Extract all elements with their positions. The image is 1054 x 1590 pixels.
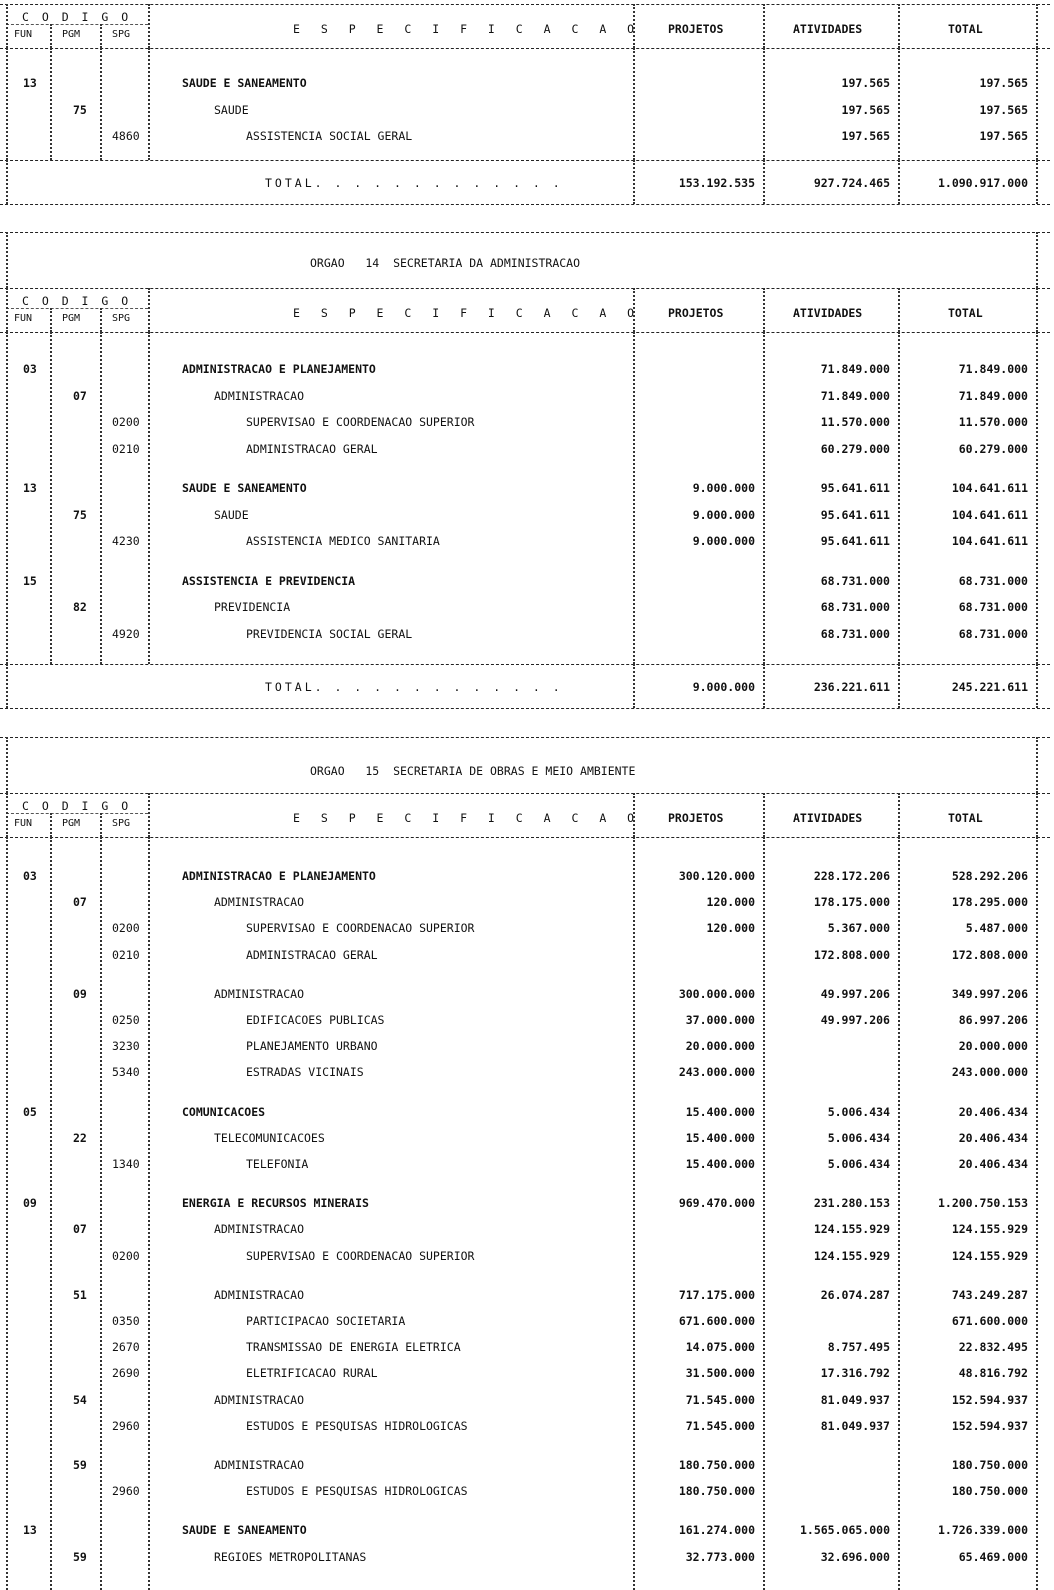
row-spg: 2670 (112, 1340, 140, 1355)
horizontal-rule (0, 232, 1050, 233)
column-rule (1036, 160, 1038, 204)
column-rule (50, 332, 52, 664)
row-projetos: 15.400.000 (685, 1157, 755, 1171)
row-total: 71.849.000 (958, 362, 1028, 376)
header-atividades: ATIVIDADES (793, 811, 863, 825)
row-atividades: 231.280.153 (813, 1196, 890, 1211)
column-rule (1036, 48, 1038, 160)
row-total: 528.292.206 (951, 869, 1028, 883)
row-total: 104.641.611 (951, 507, 1028, 522)
row-total: 104.641.611 (951, 534, 1028, 548)
column-rule (1036, 288, 1038, 332)
row-description: ASSISTENCIA MEDICO SANITARIA (246, 534, 440, 548)
row-atividades: 5.006.434 (827, 1104, 890, 1119)
column-rule (6, 4, 8, 48)
row-total: 124.155.929 (951, 1248, 1028, 1263)
horizontal-rule (0, 664, 1050, 665)
row-spg: 2960 (112, 1484, 140, 1499)
row-total: 5.487.000 (965, 921, 1028, 936)
row-description: ESTUDOS E PESQUISAS HIDROLOGICAS (246, 1418, 468, 1433)
row-fun: 15 (23, 573, 37, 588)
horizontal-rule (0, 288, 1050, 289)
row-atividades: 11.570.000 (820, 415, 890, 429)
column-rule (898, 793, 900, 837)
row-description: ADMINISTRACAO (214, 388, 305, 403)
column-rule (50, 813, 52, 837)
column-rule (763, 793, 765, 837)
row-total: 1.726.339.000 (937, 1523, 1028, 1538)
row-spg: 0200 (112, 921, 140, 936)
row-atividades: 1.565.065.000 (799, 1523, 890, 1538)
row-description: TRANSMISSAO DE ENERGIA ELETRICA (246, 1340, 461, 1355)
row-spg: 0200 (112, 1248, 140, 1263)
column-rule (898, 288, 900, 332)
column-rule (633, 664, 635, 708)
row-total: 172.808.000 (951, 947, 1028, 962)
header-codigo: C O D I G O (22, 10, 132, 24)
row-total: 11.570.000 (958, 415, 1028, 429)
row-spg: 1340 (112, 1157, 140, 1171)
header-especificacao: E S P E C I F I C A C A O (293, 22, 642, 36)
row-atividades: 49.997.206 (820, 986, 890, 1001)
row-atividades: 60.279.000 (820, 441, 890, 456)
row-description: SAUDE E SANEAMENTO (182, 1523, 307, 1538)
row-atividades: 5.006.434 (827, 1130, 890, 1145)
column-rule (1036, 793, 1038, 837)
row-pgm: 59 (73, 1549, 87, 1564)
column-rule (633, 4, 635, 48)
row-pgm: 07 (73, 388, 87, 403)
header-subrule (6, 308, 148, 309)
total-total: 245.221.611 (951, 680, 1028, 694)
row-description: PARTICIPACAO SOCIETARIA (246, 1314, 406, 1328)
total-label: TOTAL. . . . . . . . . . . . . (265, 176, 563, 190)
column-rule (6, 793, 8, 837)
row-description: TELEFONIA (246, 1157, 309, 1171)
row-total: 20.406.434 (958, 1157, 1028, 1171)
column-rule (148, 48, 150, 160)
row-fun: 03 (23, 869, 37, 883)
row-atividades: 8.757.495 (827, 1340, 890, 1355)
row-spg: 3230 (112, 1039, 140, 1054)
column-rule (50, 24, 52, 48)
row-spg: 0350 (112, 1314, 140, 1328)
column-rule (100, 813, 102, 837)
header-fun: FUN (14, 313, 33, 324)
row-description: SAUDE (214, 507, 249, 522)
row-pgm: 54 (73, 1392, 87, 1407)
row-pgm: 75 (73, 507, 87, 522)
column-rule (100, 332, 102, 664)
row-description: ADMINISTRACAO (214, 986, 305, 1001)
row-total: 20.406.434 (958, 1130, 1028, 1145)
column-rule (50, 48, 52, 160)
row-pgm: 75 (73, 102, 87, 117)
column-rule (148, 332, 150, 664)
row-atividades: 95.641.611 (820, 534, 890, 548)
row-projetos: 15.400.000 (685, 1104, 755, 1119)
row-projetos: 9.000.000 (692, 507, 755, 522)
column-rule (898, 48, 900, 160)
column-rule (633, 793, 635, 837)
row-total: 20.000.000 (958, 1039, 1028, 1054)
row-projetos: 71.545.000 (685, 1418, 755, 1433)
row-projetos: 37.000.000 (685, 1013, 755, 1027)
orgao-title: ORGAO 14 SECRETARIA DA ADMINISTRACAO (310, 256, 581, 270)
row-atividades: 17.316.792 (820, 1366, 890, 1381)
row-description: PREVIDENCIA (214, 600, 291, 614)
column-rule (1036, 737, 1038, 793)
row-description: SAUDE E SANEAMENTO (182, 481, 307, 495)
total-atividades: 927.724.465 (813, 176, 890, 190)
column-rule (763, 332, 765, 664)
column-rule (50, 837, 52, 1590)
header-codigo: C O D I G O (22, 294, 132, 308)
column-rule (898, 664, 900, 708)
header-subrule (6, 813, 148, 814)
row-total: 1.200.750.153 (937, 1196, 1028, 1211)
column-rule (763, 837, 765, 1590)
row-description: ASSISTENCIA SOCIAL GERAL (246, 129, 413, 143)
row-total: 197.565 (979, 102, 1028, 117)
header-atividades: ATIVIDADES (793, 22, 863, 36)
column-rule (6, 48, 8, 160)
row-pgm: 07 (73, 1222, 87, 1237)
row-projetos: 15.400.000 (685, 1130, 755, 1145)
row-pgm: 51 (73, 1287, 87, 1302)
column-rule (763, 48, 765, 160)
row-description: SUPERVISAO E COORDENACAO SUPERIOR (246, 1248, 475, 1263)
column-rule (6, 288, 8, 332)
row-atividades: 5.367.000 (827, 921, 890, 936)
total-total: 1.090.917.000 (937, 176, 1028, 190)
row-atividades: 68.731.000 (820, 600, 890, 614)
header-projetos: PROJETOS (668, 811, 724, 825)
row-projetos: 120.000 (706, 895, 755, 910)
header-projetos: PROJETOS (668, 306, 724, 320)
total-atividades: 236.221.611 (813, 680, 890, 694)
row-atividades: 197.565 (841, 102, 890, 117)
row-fun: 05 (23, 1104, 37, 1119)
row-projetos: 969.470.000 (678, 1196, 755, 1211)
row-atividades: 95.641.611 (820, 481, 890, 495)
horizontal-rule (0, 48, 1050, 49)
row-total: 124.155.929 (951, 1222, 1028, 1237)
row-total: 71.849.000 (958, 388, 1028, 403)
row-description: EDIFICACOES PUBLICAS (246, 1013, 385, 1027)
column-rule (763, 288, 765, 332)
row-projetos: 31.500.000 (685, 1366, 755, 1381)
total-projetos: 153.192.535 (678, 176, 755, 190)
header-spg: SPG (112, 818, 131, 829)
header-codigo: C O D I G O (22, 799, 132, 813)
row-fun: 13 (23, 1523, 37, 1538)
header-subrule (6, 24, 148, 25)
row-atividades: 26.074.287 (820, 1287, 890, 1302)
row-total: 60.279.000 (958, 441, 1028, 456)
header-fun: FUN (14, 29, 33, 40)
row-spg: 4920 (112, 626, 140, 641)
row-description: ASSISTENCIA E PREVIDENCIA (182, 573, 356, 588)
row-atividades: 81.049.937 (820, 1392, 890, 1407)
row-total: 180.750.000 (951, 1458, 1028, 1472)
column-rule (633, 332, 635, 664)
row-description: ADMINISTRACAO (214, 895, 305, 910)
row-atividades: 81.049.937 (820, 1418, 890, 1433)
row-description: TELECOMUNICACOES (214, 1130, 325, 1145)
header-spg: SPG (112, 29, 131, 40)
row-total: 152.594.937 (951, 1418, 1028, 1433)
column-rule (148, 837, 150, 1590)
row-pgm: 22 (73, 1130, 87, 1145)
column-rule (100, 837, 102, 1590)
column-rule (100, 308, 102, 332)
row-description: ADMINISTRACAO GERAL (246, 947, 378, 962)
row-total: 65.469.000 (958, 1549, 1028, 1564)
row-pgm: 59 (73, 1458, 87, 1472)
column-rule (1036, 837, 1038, 1590)
column-rule (633, 288, 635, 332)
horizontal-rule (0, 793, 1050, 794)
row-description: ADMINISTRACAO GERAL (246, 441, 378, 456)
column-rule (763, 160, 765, 204)
row-atividades: 124.155.929 (813, 1248, 890, 1263)
row-spg: 0250 (112, 1013, 140, 1027)
row-total: 671.600.000 (951, 1314, 1028, 1328)
header-projetos: PROJETOS (668, 22, 724, 36)
row-description: ENERGIA E RECURSOS MINERAIS (182, 1196, 369, 1211)
horizontal-rule (0, 708, 1050, 709)
column-rule (898, 332, 900, 664)
row-fun: 13 (23, 481, 37, 495)
horizontal-rule (0, 332, 1050, 333)
horizontal-rule (0, 160, 1050, 161)
row-description: ESTUDOS E PESQUISAS HIDROLOGICAS (246, 1484, 468, 1499)
column-rule (50, 308, 52, 332)
row-projetos: 9.000.000 (692, 481, 755, 495)
row-total: 243.000.000 (951, 1065, 1028, 1080)
column-rule (6, 160, 8, 204)
column-rule (633, 160, 635, 204)
row-total: 68.731.000 (958, 626, 1028, 641)
column-rule (898, 160, 900, 204)
header-total: TOTAL (948, 811, 983, 825)
row-description: PREVIDENCIA SOCIAL GERAL (246, 626, 413, 641)
row-atividades: 95.641.611 (820, 507, 890, 522)
row-total: 104.641.611 (951, 481, 1028, 495)
row-projetos: 32.773.000 (685, 1549, 755, 1564)
row-atividades: 71.849.000 (820, 388, 890, 403)
row-fun: 13 (23, 76, 37, 90)
row-atividades: 178.175.000 (813, 895, 890, 910)
column-rule (6, 737, 8, 793)
column-rule (6, 232, 8, 288)
total-projetos: 9.000.000 (692, 680, 755, 694)
row-description: SAUDE E SANEAMENTO (182, 76, 307, 90)
row-spg: 0210 (112, 947, 140, 962)
row-total: 86.997.206 (958, 1013, 1028, 1027)
horizontal-rule (0, 4, 1050, 5)
row-atividades: 197.565 (841, 76, 890, 90)
row-spg: 5340 (112, 1065, 140, 1080)
row-spg: 2690 (112, 1366, 140, 1381)
row-projetos: 671.600.000 (678, 1314, 755, 1328)
total-label: TOTAL. . . . . . . . . . . . . (265, 680, 563, 694)
column-rule (6, 332, 8, 664)
header-total: TOTAL (948, 22, 983, 36)
row-spg: 0210 (112, 441, 140, 456)
header-total: TOTAL (948, 306, 983, 320)
column-rule (6, 837, 8, 1590)
column-rule (633, 48, 635, 160)
row-atividades: 49.997.206 (820, 1013, 890, 1027)
row-projetos: 120.000 (706, 921, 755, 936)
header-especificacao: E S P E C I F I C A C A O (293, 811, 642, 825)
column-rule (100, 24, 102, 48)
row-description: ADMINISTRACAO (214, 1458, 305, 1472)
row-projetos: 243.000.000 (678, 1065, 755, 1080)
column-rule (1036, 232, 1038, 288)
row-total: 743.249.287 (951, 1287, 1028, 1302)
header-pgm: PGM (62, 29, 81, 40)
row-total: 178.295.000 (951, 895, 1028, 910)
row-spg: 0200 (112, 415, 140, 429)
column-rule (898, 837, 900, 1590)
header-spg: SPG (112, 313, 131, 324)
column-rule (6, 664, 8, 708)
row-description: SUPERVISAO E COORDENACAO SUPERIOR (246, 921, 475, 936)
row-projetos: 71.545.000 (685, 1392, 755, 1407)
column-rule (1036, 664, 1038, 708)
row-total: 197.565 (979, 129, 1028, 143)
row-description: SAUDE (214, 102, 249, 117)
row-atividades: 68.731.000 (820, 573, 890, 588)
row-description: ADMINISTRACAO (214, 1287, 305, 1302)
row-spg: 4230 (112, 534, 140, 548)
row-atividades: 197.565 (841, 129, 890, 143)
row-total: 48.816.792 (958, 1366, 1028, 1381)
row-projetos: 180.750.000 (678, 1484, 755, 1499)
row-fun: 03 (23, 362, 37, 376)
row-description: ADMINISTRACAO (214, 1392, 305, 1407)
column-rule (148, 793, 150, 837)
row-description: ADMINISTRACAO E PLANEJAMENTO (182, 362, 376, 376)
row-projetos: 161.274.000 (678, 1523, 755, 1538)
column-rule (763, 4, 765, 48)
header-pgm: PGM (62, 818, 81, 829)
row-total: 180.750.000 (951, 1484, 1028, 1499)
row-total: 197.565 (979, 76, 1028, 90)
row-projetos: 180.750.000 (678, 1458, 755, 1472)
row-description: ADMINISTRACAO (214, 1222, 305, 1237)
row-total: 152.594.937 (951, 1392, 1028, 1407)
row-projetos: 717.175.000 (678, 1287, 755, 1302)
row-atividades: 68.731.000 (820, 626, 890, 641)
row-projetos: 9.000.000 (692, 534, 755, 548)
row-projetos: 300.000.000 (678, 986, 755, 1001)
row-spg: 2960 (112, 1418, 140, 1433)
row-atividades: 71.849.000 (820, 362, 890, 376)
row-spg: 4860 (112, 129, 140, 143)
header-atividades: ATIVIDADES (793, 306, 863, 320)
column-rule (1036, 332, 1038, 664)
row-description: ADMINISTRACAO E PLANEJAMENTO (182, 869, 376, 883)
row-description: ELETRIFICACAO RURAL (246, 1366, 378, 1381)
row-fun: 09 (23, 1196, 37, 1211)
column-rule (100, 48, 102, 160)
column-rule (148, 4, 150, 48)
row-total: 349.997.206 (951, 986, 1028, 1001)
row-atividades: 32.696.000 (820, 1549, 890, 1564)
column-rule (898, 4, 900, 48)
horizontal-rule (0, 204, 1050, 205)
orgao-title: ORGAO 15 SECRETARIA DE OBRAS E MEIO AMBIENTE (310, 764, 636, 778)
row-atividades: 172.808.000 (813, 947, 890, 962)
row-total: 68.731.000 (958, 573, 1028, 588)
horizontal-rule (0, 737, 1050, 738)
row-description: ESTRADAS VICINAIS (246, 1065, 364, 1080)
row-atividades: 228.172.206 (813, 869, 890, 883)
row-projetos: 14.075.000 (685, 1340, 755, 1355)
row-description: SUPERVISAO E COORDENACAO SUPERIOR (246, 415, 475, 429)
column-rule (1036, 4, 1038, 48)
row-pgm: 07 (73, 895, 87, 910)
row-atividades: 124.155.929 (813, 1222, 890, 1237)
header-especificacao: E S P E C I F I C A C A O (293, 306, 642, 320)
row-pgm: 82 (73, 600, 87, 614)
row-total: 20.406.434 (958, 1104, 1028, 1119)
row-total: 68.731.000 (958, 600, 1028, 614)
header-fun: FUN (14, 818, 33, 829)
row-description: REGIOES METROPOLITANAS (214, 1549, 367, 1564)
horizontal-rule (0, 837, 1050, 838)
row-projetos: 20.000.000 (685, 1039, 755, 1054)
row-description: COMUNICACOES (182, 1104, 266, 1119)
row-pgm: 09 (73, 986, 87, 1001)
row-projetos: 300.120.000 (678, 869, 755, 883)
column-rule (763, 664, 765, 708)
row-total: 22.832.495 (958, 1340, 1028, 1355)
row-atividades: 5.006.434 (827, 1157, 890, 1171)
column-rule (148, 288, 150, 332)
row-description: PLANEJAMENTO URBANO (246, 1039, 378, 1054)
column-rule (633, 837, 635, 1590)
header-pgm: PGM (62, 313, 81, 324)
